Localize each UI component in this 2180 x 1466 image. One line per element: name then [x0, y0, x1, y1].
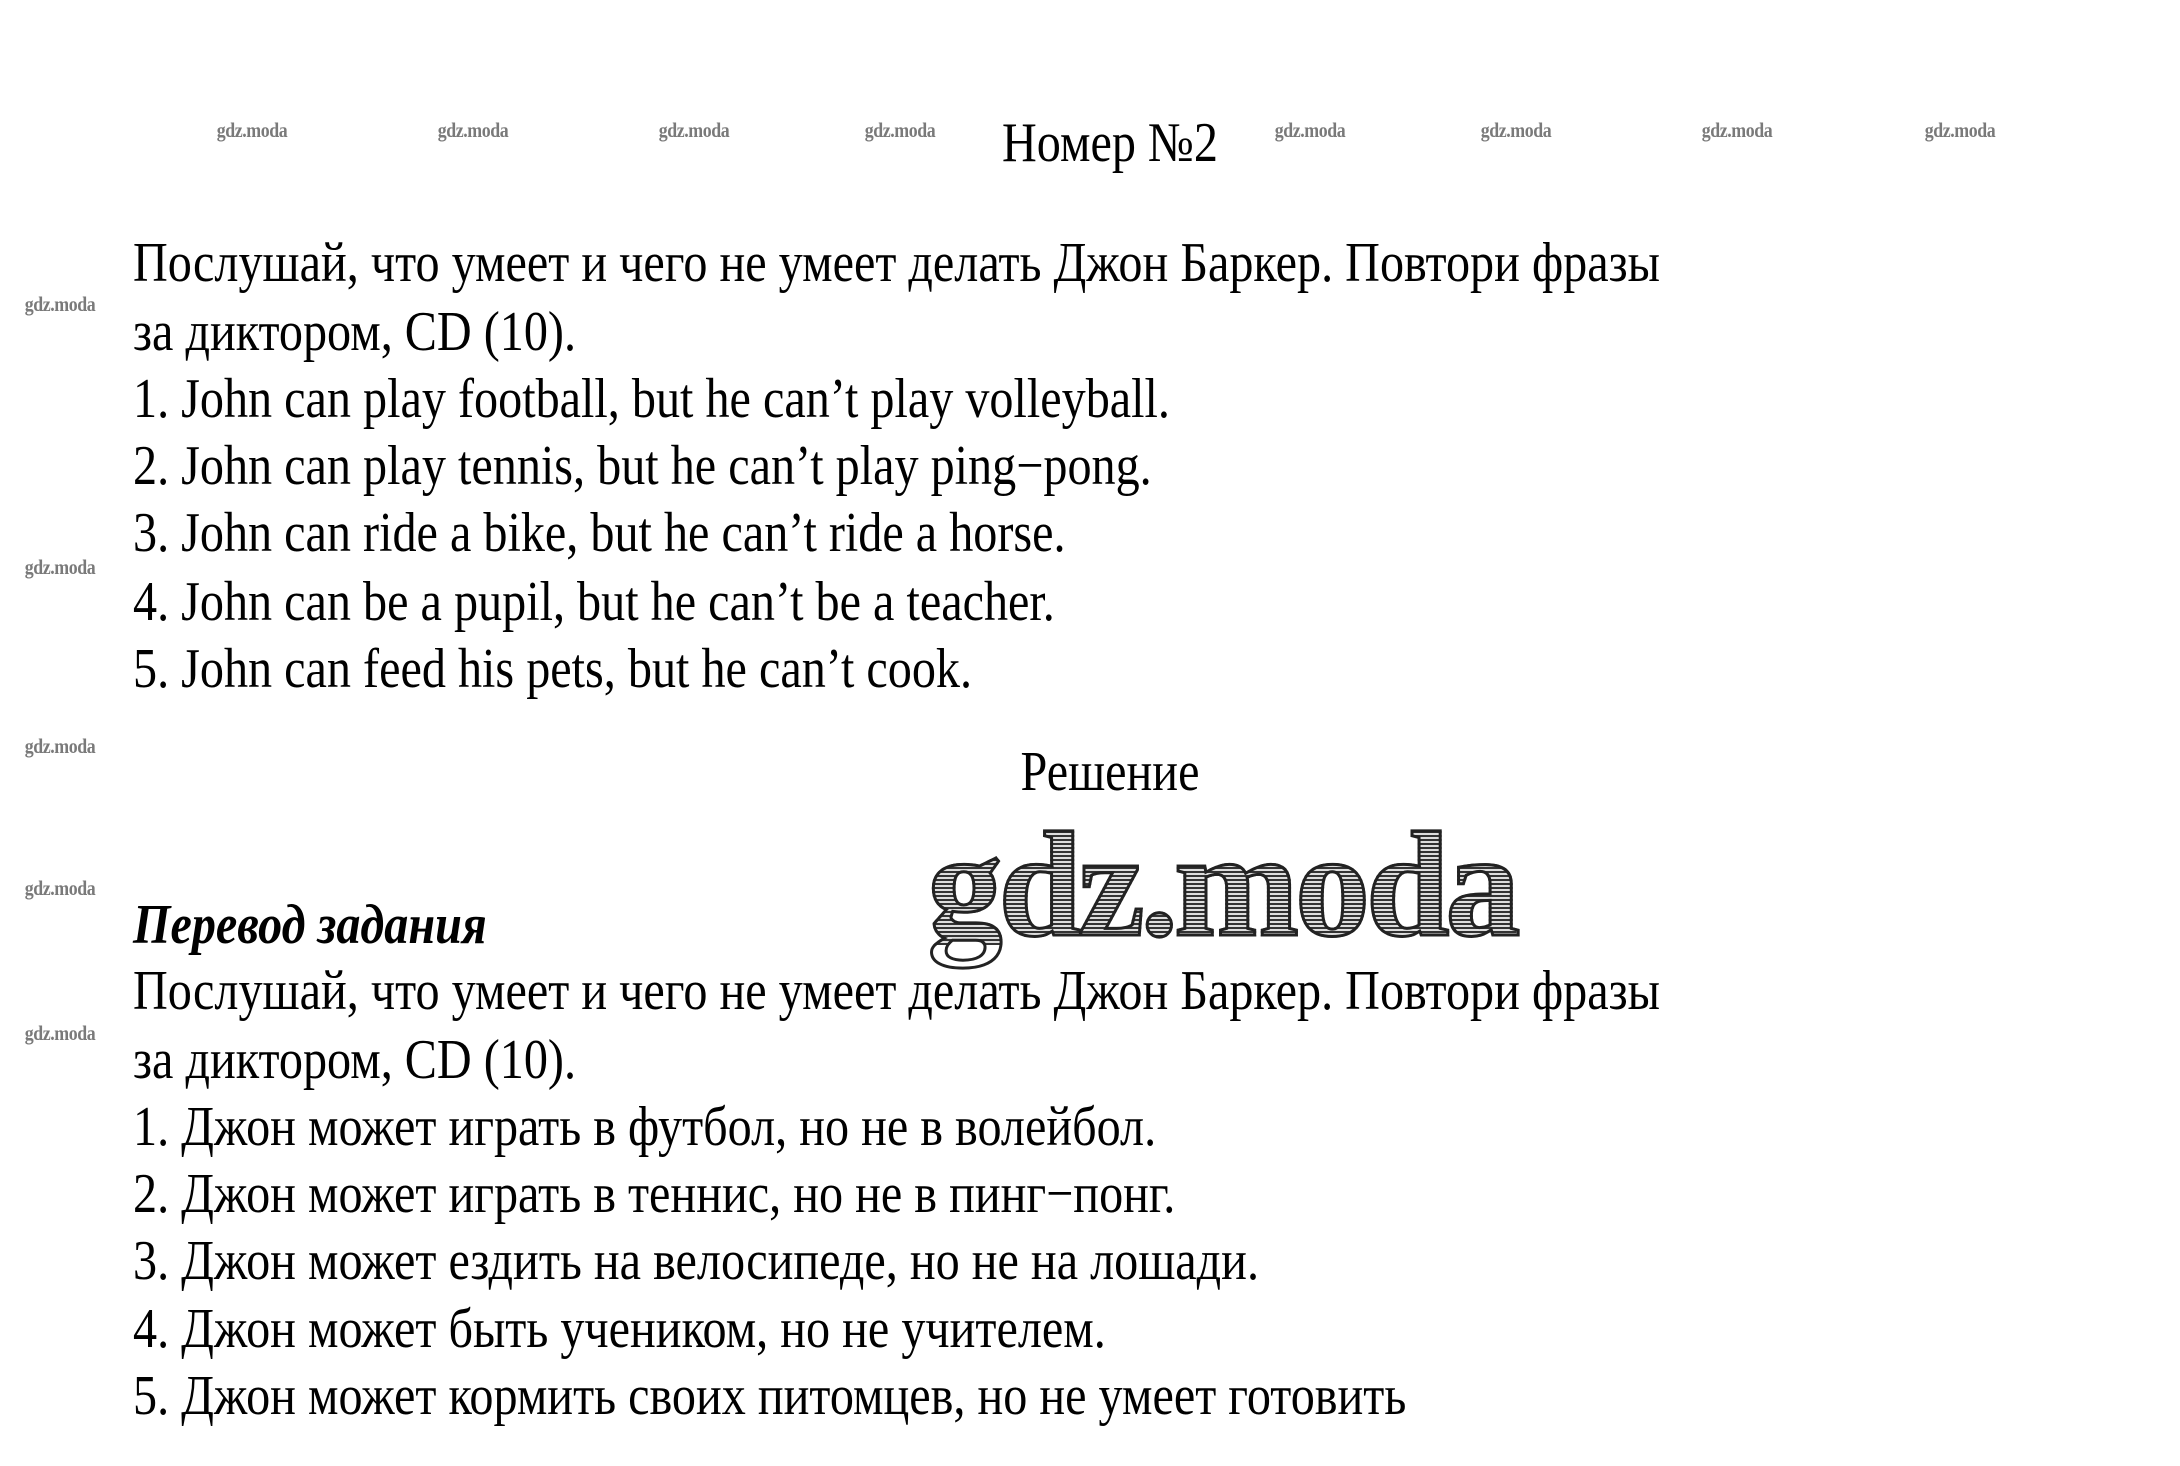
- watermark: gdz.moda: [24, 876, 96, 900]
- task-line: 5. John can feed his pets, but he can’t cook.: [133, 638, 973, 700]
- translation-line: Послушай, что умеет и чего не умеет делать Джон Баркер. Повтори фразы: [133, 960, 1660, 1022]
- gdz-moda-logo: gdz.moda: [927, 802, 1517, 968]
- watermark: gdz.moda: [864, 118, 936, 142]
- task-line: за диктором, CD (10).: [133, 301, 576, 363]
- watermark: gdz.moda: [1701, 118, 1773, 142]
- task-line: 2. John can play tennis, but he can’t play ping−pong.: [133, 435, 1152, 497]
- watermark: gdz.moda: [24, 292, 96, 316]
- task-line: 4. John can be a pupil, but he can’t be a teacher.: [133, 571, 1055, 633]
- watermark: gdz.moda: [1274, 118, 1346, 142]
- watermark: gdz.moda: [1480, 118, 1552, 142]
- task-line: Послушай, что умеет и чего не умеет делать Джон Баркер. Повтори фразы: [133, 232, 1660, 294]
- watermark: gdz.moda: [1924, 118, 1996, 142]
- watermark: gdz.moda: [24, 1021, 96, 1045]
- translation-line: 4. Джон может быть учеником, но не учителем.: [133, 1298, 1106, 1360]
- solution-label: Решение: [1020, 741, 1200, 803]
- watermark: gdz.moda: [24, 734, 96, 758]
- task-line: 1. John can play football, but he can’t play volleyball.: [133, 368, 1170, 430]
- translation-line: 1. Джон может играть в футбол, но не в волейбол.: [133, 1096, 1157, 1158]
- translation-line: 2. Джон может играть в теннис, но не в пинг−понг.: [133, 1163, 1176, 1225]
- translation-line: 3. Джон может ездить на велосипеде, но не на лошади.: [133, 1230, 1260, 1292]
- watermark: gdz.moda: [658, 118, 730, 142]
- task-line: 3. John can ride a bike, but he can’t ride a horse.: [133, 502, 1066, 564]
- watermark: gdz.moda: [437, 118, 509, 142]
- watermark: gdz.moda: [216, 118, 288, 142]
- translation-line: 5. Джон может кормить своих питомцев, но не умеет готовить: [133, 1365, 1407, 1427]
- translation-line: за диктором, CD (10).: [133, 1029, 576, 1091]
- page-title: Номер №2: [1002, 112, 1218, 174]
- watermark: gdz.moda: [24, 555, 96, 579]
- translation-heading: Перевод задания: [133, 894, 487, 956]
